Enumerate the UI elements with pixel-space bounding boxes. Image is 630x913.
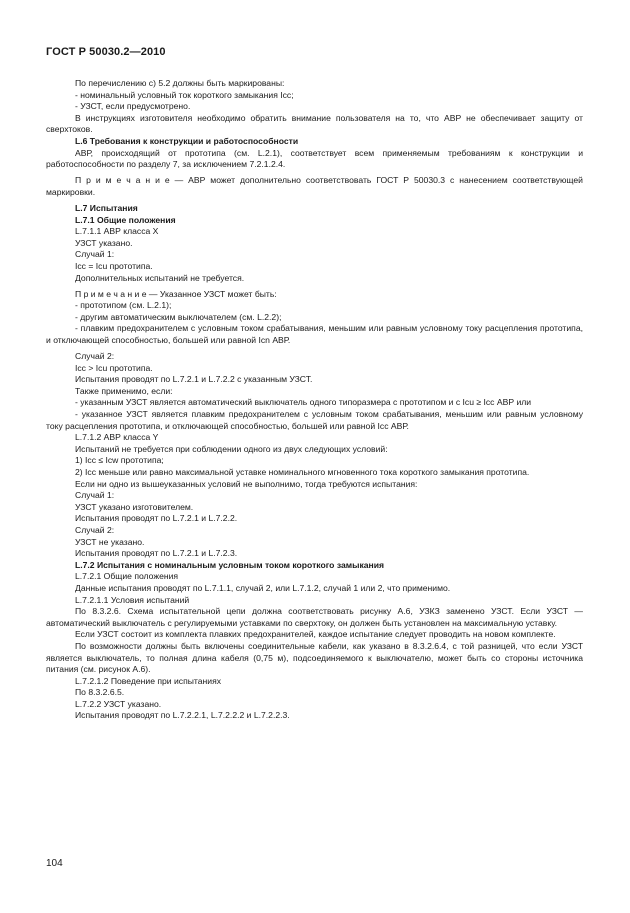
- clause-heading: L.7.1.1 АВР класса Х: [75, 226, 159, 237]
- list-item: 1) Icc ≤ Icw прототипа;: [75, 455, 164, 466]
- list-item: - УЗСТ, если предусмотрено.: [75, 101, 191, 112]
- paragraph: В инструкциях изготовителя необходимо обратить внимание пользователя на то, что АВР не обеспечивает защиту от сверхтоков.: [46, 112, 583, 135]
- paragraph: Данные испытания проводят по L.7.1.1, случай 2, или L.7.1.2, случай 1 или 2, что применимо.: [75, 582, 451, 593]
- paragraph: УЗСТ указано изготовителем.: [75, 501, 194, 512]
- paragraph: Если УЗСТ состоит из комплекта плавких предохранителей, каждое испытание следует проводить на новом комплекте.: [75, 629, 556, 640]
- list-item: - указанное УЗСТ является плавким предохранителем с условным током срабатывания, меньшим или равным условному току расцепления прототипа, и отключающей способностью, большей или равной Icc АВР.: [46, 409, 583, 431]
- paragraph: По 8.3.2.6.5.: [75, 687, 125, 698]
- paragraph: Если ни одно из вышеуказанных условий не выполнимо, тогда требуются испытания:: [75, 478, 418, 489]
- paragraph: АВР, происходящий от прототипа (см. L.2.1), соответствует всем применяемым требованиям к конструкции и работоспособности по разделу 7, за исключением 7.2.1.2.4.: [46, 147, 583, 170]
- list-item: - указанным УЗСТ является автоматический выключатель одного типоразмера с прототипом и с Icu ≥ Icc АВР или: [75, 397, 532, 408]
- formula-line: Icc > Icu прототипа.: [75, 362, 153, 373]
- page-number: 104: [46, 858, 63, 869]
- note: П р и м е ч а н и е — Указанное УЗСТ может быть:: [75, 288, 277, 299]
- paragraph: Дополнительных испытаний не требуется.: [75, 272, 245, 283]
- case-label: Случай 1:: [75, 490, 115, 501]
- note: П р и м е ч а н и е — АВР может дополнительно соответствовать ГОСТ Р 50030.3 с нанесением соответствующей маркировки.: [46, 175, 583, 197]
- section-heading-l7: L.7 Испытания: [75, 202, 138, 213]
- paragraph: Испытания проводят по L.7.2.2.1, L.7.2.2.2 и L.7.2.2.3.: [75, 710, 290, 721]
- list-item: - плавким предохранителем с условным током срабатывания, меньшим или равным условному току расцепления прототипа, и отключающей способностью, большей или равной Icn АВР.: [46, 323, 583, 345]
- paragraph: По перечислению c) 5.2 должны быть маркированы:: [75, 78, 285, 88]
- clause-heading: L.7.2.1.1 Условия испытаний: [75, 594, 190, 605]
- paragraph: Испытания проводят по L.7.2.1 и L.7.2.2 с указанным УЗСТ.: [75, 374, 313, 385]
- list-item: 2) Icc меньше или равно максимальной уставке номинального мгновенного тока короткого замыкания прототипа.: [75, 467, 530, 477]
- page-body: [46, 78, 583, 722]
- case-label: Случай 1:: [75, 249, 115, 260]
- clause-heading: L.7.1.2 АВР класса Y: [75, 432, 159, 443]
- formula-line: Icc = Icu прототипа.: [75, 260, 153, 271]
- section-heading-l6: L.6 Требования к конструкции и работоспособности: [75, 135, 299, 146]
- paragraph: Также применимо, если:: [75, 385, 173, 396]
- paragraph: УЗСТ не указано.: [75, 536, 145, 547]
- clause-heading: L.7.2.2 УЗСТ указано.: [75, 698, 162, 709]
- standard-designation: ГОСТ Р 50030.2—2010: [46, 46, 166, 58]
- paragraph: УЗСТ указано.: [75, 237, 133, 248]
- subsection-heading-l71: L.7.1 Общие положения: [75, 214, 176, 225]
- subsection-heading-l72: L.7.2 Испытания с номинальным условным током короткого замыкания: [75, 559, 385, 570]
- paragraph: По возможности должны быть включены соединительные кабели, как указано в 8.3.2.6.4, с той разницей, что если УЗСТ является выключатель, то полная длина кабеля (0,75 м), подсоединяемого к выключателю, может быть со стороны источника питания (см. рисунок А.6).: [46, 640, 583, 675]
- list-item: - другим автоматическим выключателем (см. L.2.2);: [75, 311, 282, 322]
- clause-heading: L.7.2.1.2 Поведение при испытаниях: [75, 675, 222, 686]
- list-item: - прототипом (см. L.2.1);: [75, 300, 172, 311]
- paragraph: По 8.3.2.6. Схема испытательной цепи должна соответствовать рисунку А.6, УЗКЗ заменено УЗСТ. Если УЗСТ — автоматический выключатель с регулируемыми уставками по сверхтоку, он должен быть установлен на максимальную уставку.: [46, 606, 583, 628]
- paragraph: Испытания проводят по L.7.2.1 и L.7.2.2.: [75, 513, 238, 524]
- clause-heading: L.7.2.1 Общие положения: [75, 571, 179, 582]
- paragraph: Испытаний не требуется при соблюдении одного из двух следующих условий:: [75, 443, 388, 454]
- list-item: - номинальный условный ток короткого замыкания Icc;: [75, 89, 294, 100]
- case-label: Случай 2:: [75, 351, 115, 362]
- paragraph: Испытания проводят по L.7.2.1 и L.7.2.3.: [75, 548, 238, 559]
- case-label: Случай 2:: [75, 524, 115, 535]
